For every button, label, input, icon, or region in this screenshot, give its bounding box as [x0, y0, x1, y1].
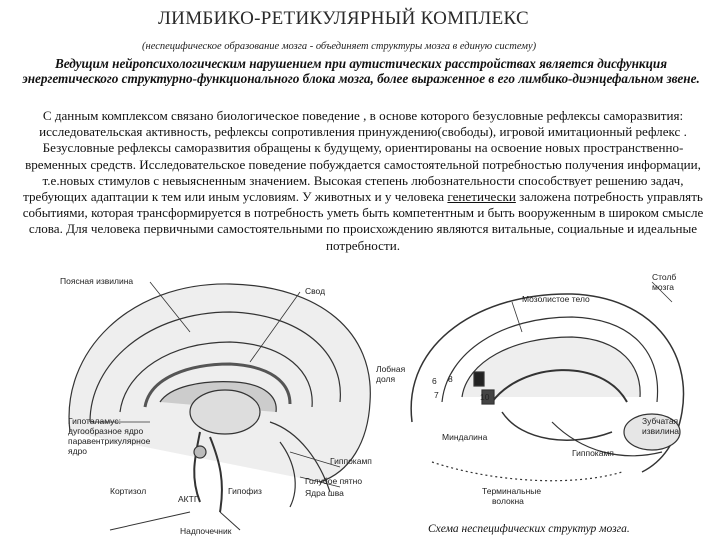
label-dentate: Зубчатая [642, 416, 679, 426]
label-n7: 7 [434, 390, 439, 400]
body-underlined-word: генетически [447, 189, 516, 205]
label-terminal: Терминальные [482, 486, 542, 496]
label-callosum: Мозолистое тело [522, 294, 590, 304]
label-locus: Голубое пятно [305, 476, 363, 486]
label-frontal: Лобная [376, 364, 406, 374]
label-adrenal: Надпочечник [180, 526, 232, 536]
label-hippo: Гиппокамп [572, 448, 614, 458]
label-frontal2: доля [376, 374, 396, 384]
label-hyp-line2: дугообразное ядро [68, 426, 144, 436]
limbic-scheme-figure [372, 272, 712, 527]
label-cingulate: Поясная извилина [60, 276, 134, 286]
figure-caption: Схема неспецифических структур мозга. [428, 523, 630, 535]
label-cortisol: Кортизол [110, 486, 147, 496]
label-hyp-line3: паравентрикулярное [68, 436, 151, 446]
label-dentate2: извилина [642, 426, 680, 436]
slide-subtitle: (неспецифическое образование мозга - объединяет структуры мозга в единую систему) [142, 41, 537, 52]
body-text-part1: С данным комплексом связано биологическое поведение , в основе которого безусловные рефлексы саморазвития: исследовательская активность, рефлексы сопротивления принуждению(свободы), игровой имитационный рефлекс . Безусловные рефлексы саморазвития обращены к будущему, ориентированы на освоение новых пространственно-временных средств. Исследовательское поведение побуждается самостоятельной потребностью получения информации, т.е.новых стимулов с невыясненным значением. Высокая степень любознательности способствует решению задач, требующих адаптации к тем или иным условиям. У животных и у человека [23, 108, 701, 205]
label-amygdala: Миндалина [442, 432, 488, 442]
label-terminal2: волокна [492, 496, 524, 506]
brain-sagittal-figure [50, 272, 390, 538]
body-text-part2: заложена потребность управлять событиями, которая трансформируется в потребность уметь быть компетентным и быть вооруженным в широком смысле слова. Для человека первичными самостоятельными по происхождению являются витальные, социальные и идеальные потребности. [22, 189, 704, 253]
label-hyp-line4: ядро [68, 446, 88, 456]
slide-title: ЛИМБИКО-РЕТИКУЛЯРНЫЙ КОМПЛЕКС [158, 8, 529, 29]
label-n10: 10 [480, 392, 490, 402]
label-hypothalamus: Гипоталамус: [68, 416, 121, 426]
label-raphe: Ядра шва [305, 488, 344, 498]
label-stria: Столб [652, 272, 677, 282]
label-hippocampus: Гиппокамп [330, 456, 372, 466]
body-paragraph [14, 108, 712, 274]
label-n6: 6 [432, 376, 437, 386]
label-acth: АКТГ [178, 494, 199, 504]
lead-paragraph: Ведущим нейропсихологическим нарушением при аутистических расстройствах является дисфункция энергетического структурно-функционального блока мозга, более выраженное в его лимбико-диэнцефальном звене. [22, 56, 700, 86]
label-stria2: мозга [652, 282, 675, 292]
label-n8: 8 [448, 374, 453, 384]
label-pituitary: Гипофиз [228, 486, 262, 496]
label-fornix: Свод [305, 286, 326, 296]
